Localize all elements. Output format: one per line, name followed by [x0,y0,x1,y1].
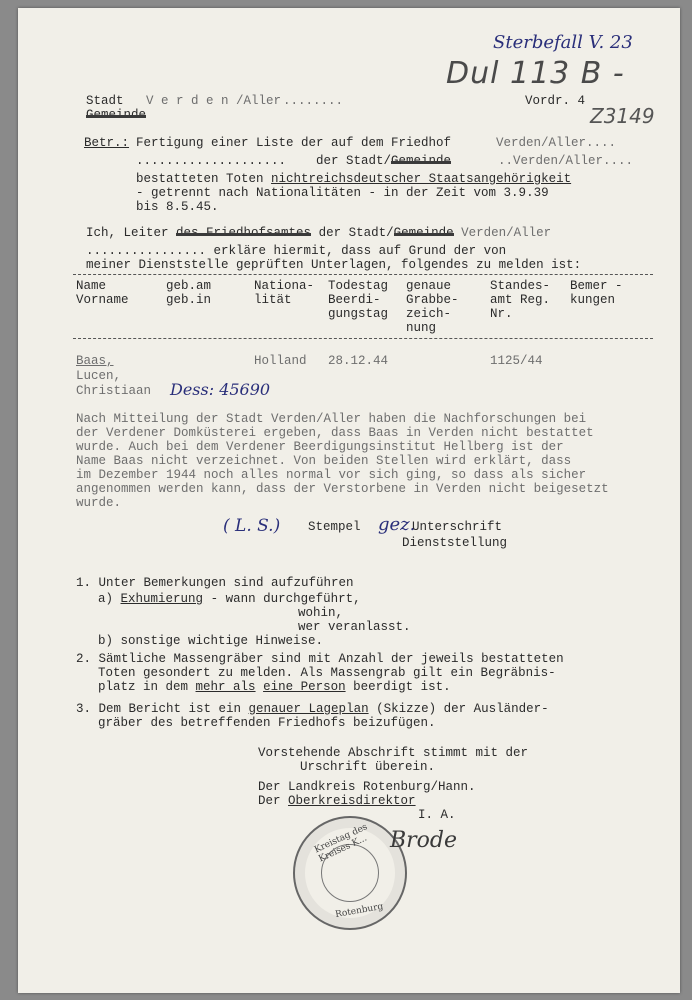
gemeinde-struck: Gemeinde [86,108,147,122]
dienststellung-label: Dienststellung [402,536,508,550]
handwritten-reference: Sterbefall V. 23 [493,32,633,53]
table-top-rule [73,274,653,275]
pencil-side-mark: Z3149 [590,104,655,128]
pencil-reference: Dul 113 B - [446,56,625,91]
declaration-line3: meiner Dienststelle geprüften Unterlagen, folgendes zu melden ist: [86,258,582,272]
instruction-2-line2: Toten gesondert zu melden. Als Massengrab gilt ein Begräbnis- [98,666,556,680]
col-registry: Standes- amt Reg. Nr. [490,279,551,321]
handwritten-gez: gez. [378,514,416,535]
col-remarks: Bemer - kungen [570,279,623,307]
table-header-rule [73,338,653,339]
handwritten-signature: Brode [390,828,458,853]
instruction-1a: a) Exhumierung - wann durchgeführt, [98,592,361,606]
betr-line1-place: Verden/Aller.... [496,136,617,150]
col-name: Name Vorname [76,279,129,307]
col-death: Todestag Beerdi- gungstag [328,279,389,321]
betr-line2-dots: .................... [136,154,287,168]
entry-nationality: Holland [254,354,307,368]
declaration-line1: Ich, Leiter des Friedhofsamtes der Stadt/Gemeinde Verden/Aller [86,226,552,240]
note-paragraph: Nach Mitteilung der Stadt Verden/Aller haben die Nachforschungen bei der Verdener Domküsterei ergeben, dass Baas in Verden nicht bestattet wurde. Auch bei dem Verdener Beerdigungsinstitut Hellberg ist der Name Baas nicht verzeichnet. Von beiden Stellen wird erklärt, dass im Dezember 1944 noch alles normal vor sich ging, so dass als sicher angenommen werden kann, dass der Verstorbene in Verden nicht beigesetzt wurde. [76,412,609,510]
closing-line5: I. A. [418,808,456,822]
entry-first2: Christiaan [76,384,152,398]
betr-line2-mid: der Stadt/Gemeinde [316,154,452,168]
instruction-1: 1. Unter Bemerkungen sind aufzuführen [76,576,354,590]
instruction-2-line3: platz in dem mehr als eine Person beerdigt ist. [98,680,451,694]
betr-label: Betr.: [84,136,130,150]
instruction-2-line1: 2. Sämtliche Massengräber sind mit Anzahl der jeweils bestatteten [76,652,564,666]
closing-line1: Vorstehende Abschrift stimmt mit der [258,746,529,760]
entry-first1: Lucen, [76,369,122,383]
stadt-label: Stadt [86,94,124,108]
instruction-1a-3: wer veranlasst. [298,620,411,634]
betr-line2-place: ..Verden/Aller.... [498,154,634,168]
col-birth: geb.am geb.in [166,279,212,307]
unterschrift-label: Unterschrift [412,520,503,534]
entry-date: 28.12.44 [328,354,389,368]
instruction-3-line2: gräber des betreffenden Friedhofs beizufügen. [98,716,436,730]
closing-line3: Der Landkreis Rotenburg/Hann. [258,780,476,794]
seal-text-top: Kreistag des Kreises K... [313,822,370,865]
betr-line1: Fertigung einer Liste der auf dem Friedhof [136,136,452,150]
instruction-1b: b) sonstige wichtige Hinweise. [98,634,324,648]
closing-line4: Der Oberkreisdirektor [258,794,416,808]
col-grave: genaue Grabbe- zeich- nung [406,279,459,335]
stadt-dots: ........ [283,94,344,108]
instruction-3-line1: 3. Dem Bericht ist ein genauer Lageplan (Skizze) der Ausländer- [76,702,549,716]
seal-text-bottom: Rotenburg [334,901,385,921]
instruction-1a-2: wohin, [298,606,344,620]
stempel-label: Stempel [308,520,361,534]
handwritten-ls: ( L. S.) [223,516,281,536]
document-page [18,8,680,993]
entry-surname: Baas, [76,354,114,368]
stadt-value: V e r d e n /Aller [146,94,282,108]
entry-registry: 1125/44 [490,354,543,368]
col-nationality: Nationa- lität [254,279,315,307]
closing-line2: Urschrift überein. [300,760,436,774]
betr-line4: - getrennt nach Nationalitäten - in der Zeit vom 3.9.39 [136,186,549,200]
declaration-line2: ................ erkläre hiermit, dass auf Grund der von [86,244,507,258]
handwritten-dess: Dess: 45690 [170,380,271,399]
form-number: Vordr. 4 [525,94,586,108]
betr-line5: bis 8.5.45. [136,200,219,214]
betr-line3: bestatteten Toten nichtreichsdeutscher Staatsangehörigkeit [136,172,572,186]
